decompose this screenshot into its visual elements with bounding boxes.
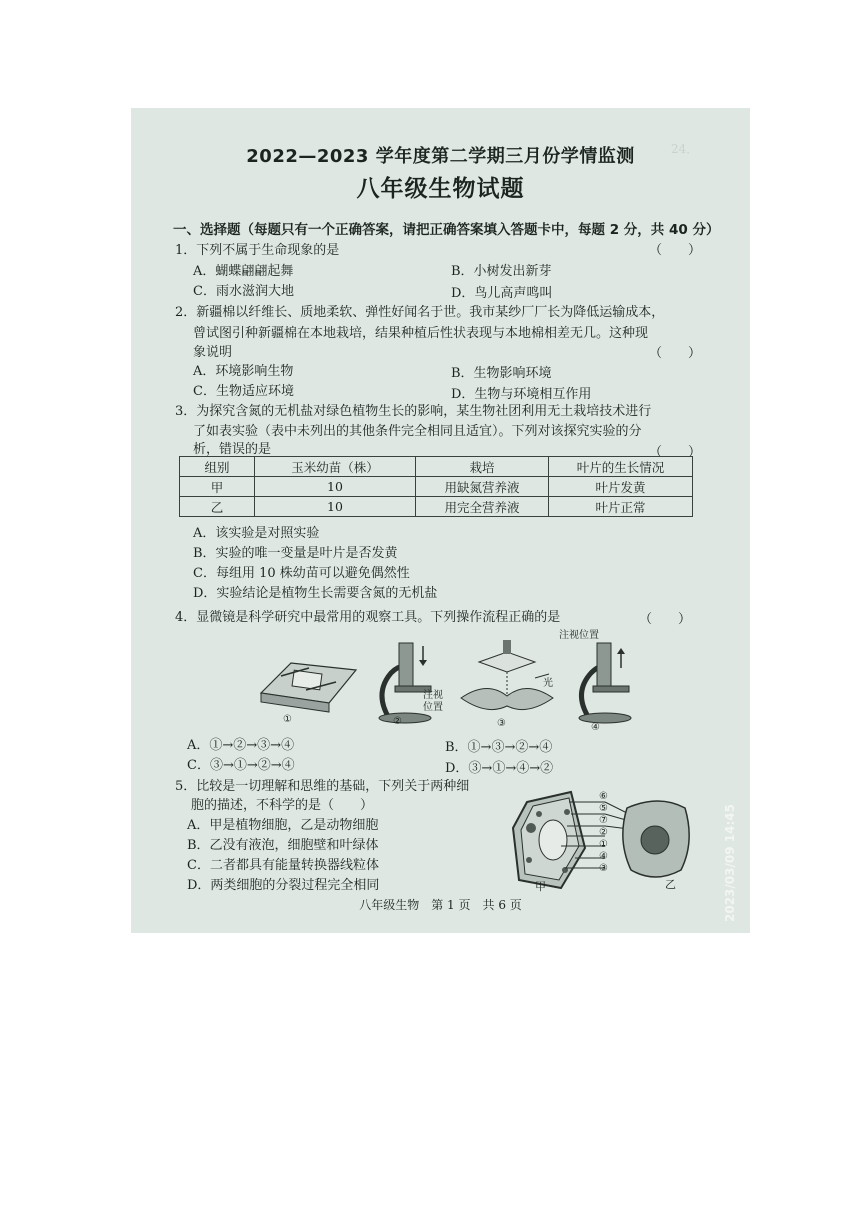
table-cell: 10 [255,477,416,497]
question-5-stem-line-2: 胞的描述，不科学的是（ ） [191,798,374,813]
cell-name-plant: 甲 [535,880,546,893]
table-header: 玉米幼苗（株） [255,457,416,477]
q4-option-d: D．③→①→④→② [445,761,554,776]
question-4-stem: 4．显微镜是科学研究中最常用的观察工具。下列操作流程正确的是 [175,610,561,625]
question-3-stem-line-3: 析，错误的是 [193,442,272,457]
page-footer: 八年级生物 第 1 页 共 6 页 [359,898,522,912]
q4-option-a: A．①→②→③→④ [187,738,295,753]
q1-option-d: D．鸟儿高声鸣叫 [451,286,553,301]
exam-title: 八年级生物试题 [356,176,525,202]
question-1-stem: 1．下列不属于生命现象的是 [175,243,340,258]
question-2-stem-line-1: 2．新疆棉以纤维长、质地柔软、弹性好闻名于世。我市某纱厂厂长为降低运输成本， [175,305,665,320]
figure-label-4: ④ [591,722,600,733]
answer-paren: （ ） [649,346,702,361]
cell-label: ⑤ [599,803,608,814]
q5-option-c: C．二者都具有能量转换器线粒体 [187,858,379,873]
table-row [180,477,693,497]
experiment-table [179,456,693,517]
table-cell: 叶片发黄 [549,477,693,497]
table-header: 栽培 [416,457,549,477]
cell-label: ⑥ [599,791,608,802]
question-2-stem-line-2: 曾试图引种新疆棉在本地栽培，结果种植后性状表现与本地棉相差无几。这种现 [193,326,649,341]
table-row [180,497,693,517]
q3-option-c: C．每组用 10 株幼苗可以避免偶然性 [193,566,410,581]
answer-paren: （ ） [649,445,702,460]
q3-option-b: B．实验的唯一变量是叶片是否发黄 [193,546,398,561]
table-cell: 叶片正常 [549,497,693,517]
answer-paren: （ ） [639,612,692,627]
slide-stage-figure [251,638,361,728]
question-2-stem-line-3: 象说明 [193,345,233,360]
light-label: 光 [543,678,553,689]
cell-label: ④ [599,851,608,862]
table-header: 组别 [180,457,255,477]
q2-option-a: A．环境影响生物 [193,364,294,379]
exam-paper-photo: 24． 2022—2023 学年度第二学期三月份学情监测 八年级生物试题 一、选择题（每题只有一个正确答案，请把正确答案填入答题卡中，每题 2 分，共 40 分） 1．下列不属于生命现象的是 （ ） A．蝴蝶翩翩起舞 B．小树发出新芽 C．雨水滋润大地 D．鸟儿高声鸣叫 2．新疆棉以纤维长、质地柔软、弹性好闻名于世。我市某纱厂厂长为降低运输成本， 曾试图引种新疆棉在本地栽培，结果种植后性状表现与本地棉相差无几。这种现 象说明 （ ） A．环境影响生物 B．生物影响环境 C．生物适应环境 D．生物与环境相互作用 3．为探究含氮的无机盐对绿色植物生长的影响，某生物社团利用无土栽培技术进行 了如表实验（表中未列出的其他条件完全相同且适宜）。下列对该探究实验的分 析，错误的是 （ ） 组别 玉米幼苗（株） 栽培 叶片的生长情况 甲 10 用缺氮营养液 叶片发黄 乙 10 用完全营养液 叶片正常 A．该实验是对照实验 B．实验的唯一变量是叶片是否发黄 C．每组用 10 株幼苗可以避免偶然性 D．实验结论是植物生长需要含氮的无机盐 4．显微镜是科学研究中最常用的观察工具。下列操作流程正确的是 （ ） ① 注视 位置 ② 光 ③ 注视位置 ④ A．①→②→③→④ B．①→③→②→④ C．③→①→②→④ D．③→①→④→② 5．比较是一切理解和思维的基础，下列关于两种细 胞的描述，不科学的是（ ） A．甲是植物细胞，乙是动物细胞 B．乙没有液泡，细胞壁和叶绿体 C．二者都具有能量转换器线粒体 D．两类细胞的分裂过程完全相同 ⑥ ⑤ ⑦ ② ① ④ ③ 甲 乙 八年级生物 第 1 页 共 6 页 2023/03/09 14:45 [131,108,750,933]
question-5-stem-line-1: 5．比较是一切理解和思维的基础，下列关于两种细 [175,779,470,794]
answer-paren: （ ） [649,243,702,258]
light-adjust-figure [457,638,557,722]
cell-label: ① [599,839,608,850]
table-cell: 10 [255,497,416,517]
table-cell: 用完全营养液 [416,497,549,517]
cell-label: ② [599,827,608,838]
q5-option-a: A．甲是植物细胞，乙是动物细胞 [187,818,379,833]
table-cell: 乙 [180,497,255,517]
table-header-row [180,457,693,477]
q3-option-d: D．实验结论是植物生长需要含氮的无机盐 [193,586,438,601]
q1-option-a: A．蝴蝶翩翩起舞 [193,264,294,279]
q4-option-c: C．③→①→②→④ [187,758,295,773]
figure-label-2: ② [393,716,402,727]
question-3-stem-line-2: 了如表实验（表中未列出的其他条件完全相同且适宜）。下列对该探究实验的分 [193,424,642,439]
q2-option-c: C．生物适应环境 [193,384,294,399]
question-3-stem-line-1: 3．为探究含氮的无机盐对绿色植物生长的影响，某生物社团利用无土栽培技术进行 [175,404,652,419]
q4-option-b: B．①→③→②→④ [445,740,553,755]
section-title: 一、选择题（每题只有一个正确答案，请把正确答案填入答题卡中，每题 2 分，共 40 分） [173,222,720,238]
table-header: 叶片的生长情况 [549,457,693,477]
q2-option-b: B．生物影响环境 [451,366,552,381]
q5-option-b: B．乙没有液泡，细胞壁和叶绿体 [187,838,379,853]
q5-option-d: D．两类细胞的分裂过程完全相同 [187,878,380,893]
exam-header: 2022—2023 学年度第二学期三月份学情监测 [246,146,635,167]
cell-label: ③ [599,863,608,874]
table-cell: 甲 [180,477,255,497]
figure-label-1: ① [283,714,292,725]
q1-option-b: B．小树发出新芽 [451,264,552,279]
microscope-figure-4 [567,638,637,724]
figure-label-3: ③ [497,718,506,729]
q2-option-d: D．生物与环境相互作用 [451,387,592,402]
figure-2-eye-position-label-a: 注视 [423,690,443,701]
table-cell: 用缺氮营养液 [416,477,549,497]
cell-label: ⑦ [599,815,608,826]
figure-4-eye-position-label: 注视位置 [559,630,599,641]
figure-2-eye-position-label-b: 位置 [423,702,443,713]
photo-timestamp: 2023/03/09 14:45 [723,804,737,922]
q3-option-a: A．该实验是对照实验 [193,526,320,541]
cell-name-animal: 乙 [665,878,676,891]
q1-option-c: C．雨水滋润大地 [193,284,294,299]
